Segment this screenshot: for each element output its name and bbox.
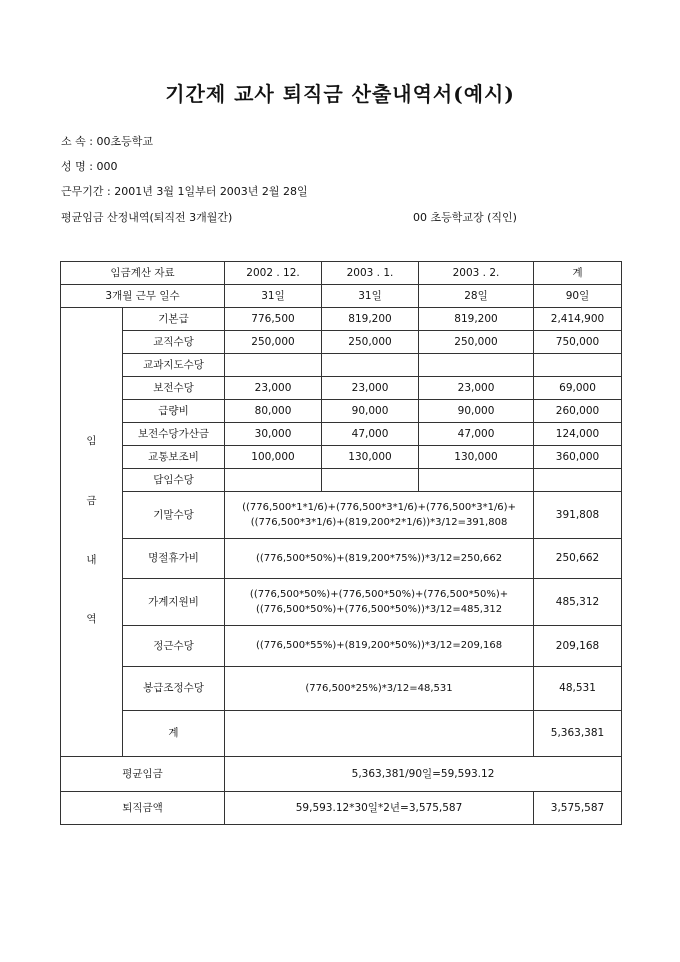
formula-cell: ((776,500*55%)+(819,200*50%))*3/12=209,168 — [225, 626, 534, 667]
formula-row — [61, 539, 622, 579]
row-label: 담임수당 — [123, 469, 225, 492]
value-cell: 819,200 — [419, 308, 534, 331]
row-label: 계 — [123, 711, 225, 757]
row-label: 교직수당 — [123, 331, 225, 354]
table-row — [61, 377, 622, 400]
group-label-char: 금 — [86, 495, 97, 507]
document-title: 기간제 교사 퇴직금 산출내역서(예시) — [165, 82, 515, 106]
total-cell: 360,000 — [534, 446, 622, 469]
table-row — [61, 354, 622, 377]
formula-cell: (776,500*25%)*3/12=48,531 — [225, 667, 534, 711]
table-row — [61, 308, 622, 331]
total-cell: 5,363,381 — [534, 711, 622, 757]
formula-cell: ((776,500*50%)+(776,500*50%)+(776,500*50%)+((776,500*50%)+(776,500*50%))*3/12=485,312 — [225, 579, 534, 626]
total-cell: 485,312 — [534, 579, 622, 626]
total-cell — [534, 354, 622, 377]
days-cell: 28일 — [419, 285, 534, 308]
value-cell — [225, 354, 322, 377]
group-label-char: 내 — [86, 554, 97, 566]
table-row — [61, 400, 622, 423]
row-label: 교통보조비 — [123, 446, 225, 469]
total-cell: 3,575,587 — [534, 792, 622, 825]
row-label: 교과지도수당 — [123, 354, 225, 377]
value-cell: 819,200 — [322, 308, 419, 331]
value-cell — [419, 469, 534, 492]
sum-row — [61, 711, 622, 757]
value-cell: 776,500 — [225, 308, 322, 331]
value-cell: 90,000 — [419, 400, 534, 423]
row-label: 정근수당 — [123, 626, 225, 667]
value-cell: 47,000 — [322, 423, 419, 446]
value-cell — [322, 354, 419, 377]
value-cell: 250,000 — [322, 331, 419, 354]
value-cell: 47,000 — [419, 423, 534, 446]
avg-wage-row — [61, 757, 622, 792]
formula-cell: ((776,500*50%)+(819,200*75%))*3/12=250,662 — [225, 539, 534, 579]
wage-detail-group-label — [61, 308, 123, 757]
value-cell — [419, 354, 534, 377]
total-cell: 48,531 — [534, 667, 622, 711]
empty-cell — [225, 711, 534, 757]
formula-row — [61, 492, 622, 539]
days-cell: 31일 — [322, 285, 419, 308]
row-label: 기말수당 — [123, 492, 225, 539]
formula-cell: 5,363,381/90일=59,593.12 — [225, 757, 622, 792]
value-cell: 130,000 — [322, 446, 419, 469]
header-cell: 2002 . 12. — [225, 262, 322, 285]
formula-cell: 59,593.12*30일*2년=3,575,587 — [225, 792, 534, 825]
value-cell: 250,000 — [419, 331, 534, 354]
header-cell: 2003 . 2. — [419, 262, 534, 285]
severance-row — [61, 792, 622, 825]
value-cell: 130,000 — [419, 446, 534, 469]
period-line: 근무기간 : 2001년 3월 1일부터 2003년 2월 28일 — [61, 185, 308, 198]
row-label: 급량비 — [123, 400, 225, 423]
table-row — [61, 423, 622, 446]
row-label: 기본급 — [123, 308, 225, 331]
row-label: 가계지원비 — [123, 579, 225, 626]
formula-cell: ((776,500*1*1/6)+(776,500*3*1/6)+(776,500*3*1/6)+((776,500*3*1/6)+(819,200*2*1/6))*3/12=391,808 — [225, 492, 534, 539]
total-cell: 750,000 — [534, 331, 622, 354]
affiliation-line: 소 속 : 00초등학교 — [61, 135, 153, 148]
row-label: 평균임금 — [61, 757, 225, 792]
total-cell: 69,000 — [534, 377, 622, 400]
header-cell: 임금계산 자료 — [61, 262, 225, 285]
principal-seal-line: 00 초등학교장 (직인) — [413, 211, 517, 224]
row-label: 보전수당가산금 — [123, 423, 225, 446]
row-label: 명절휴가비 — [123, 539, 225, 579]
table-row — [61, 446, 622, 469]
days-label: 3개월 근무 일수 — [61, 285, 225, 308]
total-cell: 260,000 — [534, 400, 622, 423]
days-row — [61, 285, 622, 308]
row-label: 봉급조정수당 — [123, 667, 225, 711]
table-row — [61, 331, 622, 354]
total-cell: 209,168 — [534, 626, 622, 667]
value-cell: 23,000 — [419, 377, 534, 400]
header-row — [61, 262, 622, 285]
total-cell — [534, 469, 622, 492]
value-cell: 23,000 — [322, 377, 419, 400]
value-cell: 250,000 — [225, 331, 322, 354]
total-cell: 2,414,900 — [534, 308, 622, 331]
header-cell: 2003 . 1. — [322, 262, 419, 285]
formula-row — [61, 667, 622, 711]
formula-row — [61, 626, 622, 667]
total-cell: 250,662 — [534, 539, 622, 579]
total-cell: 124,000 — [534, 423, 622, 446]
value-cell: 23,000 — [225, 377, 322, 400]
formula-row — [61, 579, 622, 626]
value-cell — [225, 469, 322, 492]
row-label: 보전수당 — [123, 377, 225, 400]
total-cell: 391,808 — [534, 492, 622, 539]
days-cell: 90일 — [534, 285, 622, 308]
avg-wage-desc: 평균임금 산정내역(퇴직전 3개월간) — [61, 211, 233, 224]
severance-table — [60, 261, 622, 825]
value-cell: 100,000 — [225, 446, 322, 469]
value-cell — [322, 469, 419, 492]
group-label-char: 임 — [86, 435, 97, 447]
header-cell: 계 — [534, 262, 622, 285]
value-cell: 80,000 — [225, 400, 322, 423]
table-row — [61, 469, 622, 492]
value-cell: 30,000 — [225, 423, 322, 446]
value-cell: 90,000 — [322, 400, 419, 423]
name-line: 성 명 : 000 — [61, 160, 118, 173]
group-label-char: 역 — [86, 613, 97, 625]
row-label: 퇴직금액 — [61, 792, 225, 825]
days-cell: 31일 — [225, 285, 322, 308]
